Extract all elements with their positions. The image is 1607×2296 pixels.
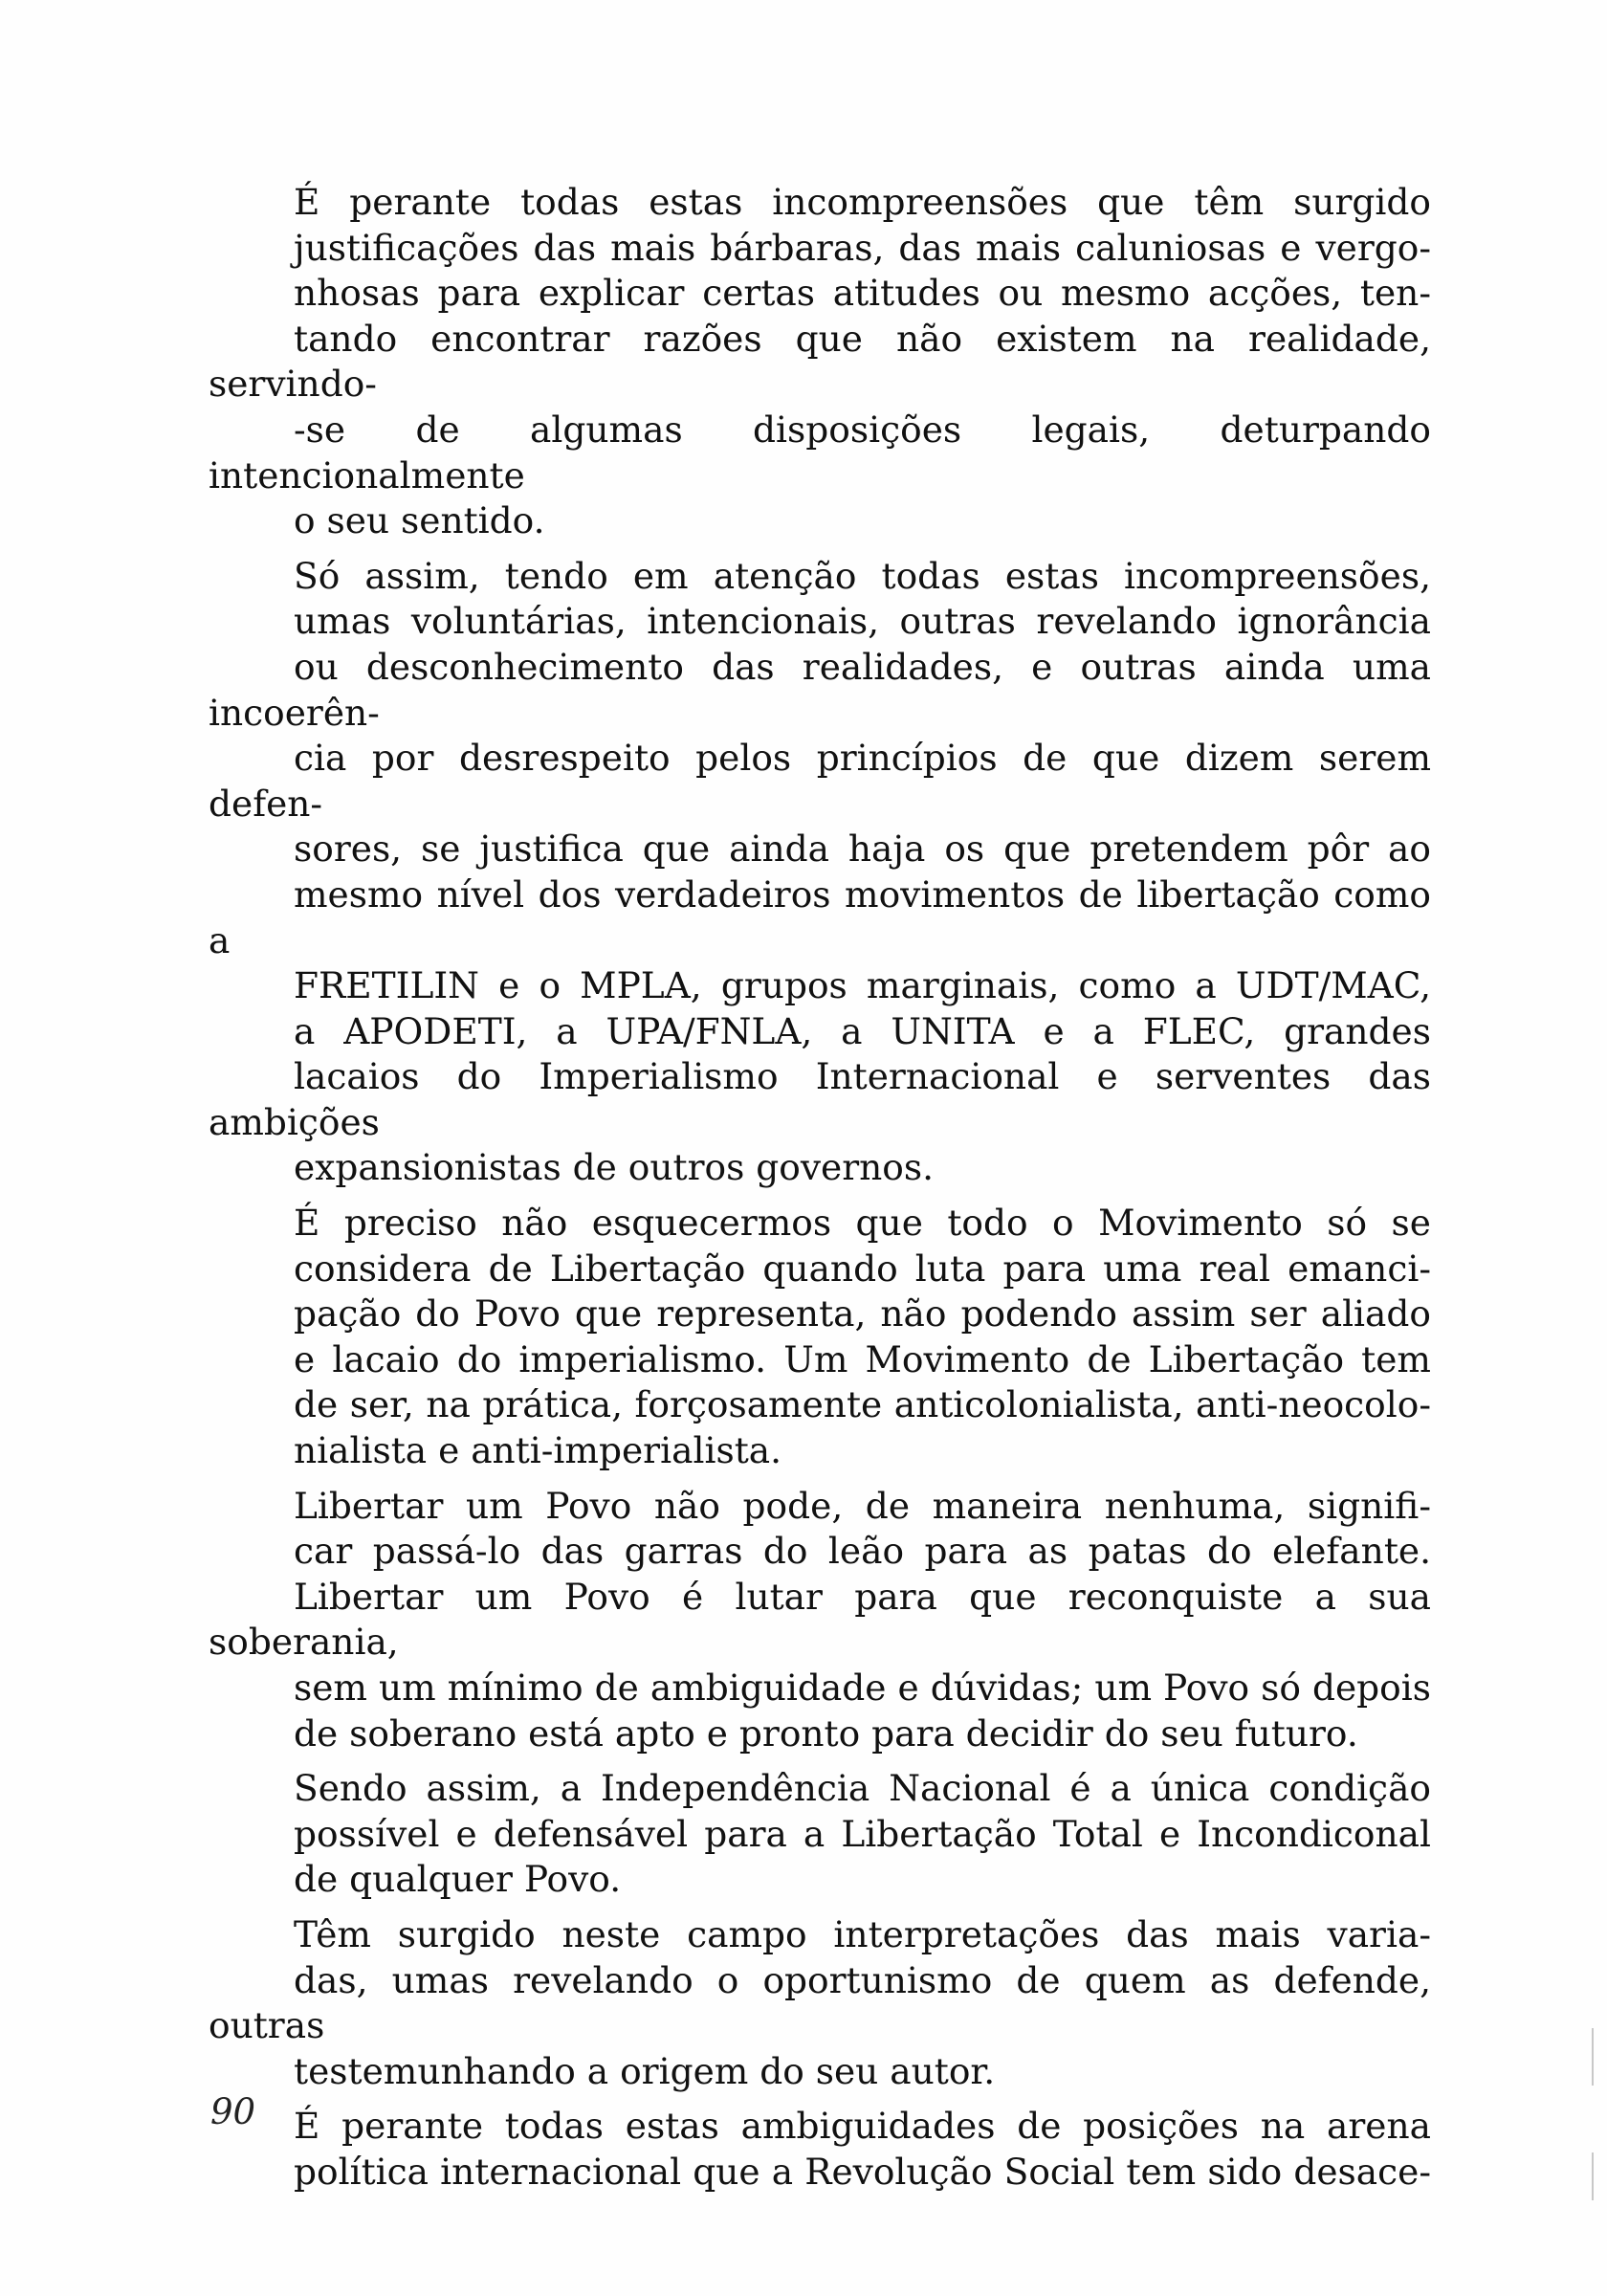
text-line: cia por desrespeito pelos princípios de que dizem serem defen- bbox=[209, 737, 1431, 825]
page-number: 90 bbox=[210, 2091, 256, 2132]
text-line: e lacaio do imperialismo. Um Movimento de Libertação tem bbox=[294, 1337, 1431, 1380]
text-line: umas voluntárias, intencionais, outras revelando ignorância bbox=[294, 600, 1431, 643]
text-line: Só assim, tendo em atenção todas estas incompreensões, bbox=[294, 554, 1431, 597]
text-line: nialista e anti-imperialista. bbox=[294, 1429, 782, 1472]
text-line: FRETILIN e o MPLA, grupos marginais, como a UDT/MAC, bbox=[294, 964, 1431, 1007]
scan-edge-mark bbox=[1592, 2152, 1594, 2200]
paragraph-5 bbox=[209, 1766, 1431, 1903]
text-line: sem um mínimo de ambiguidade e dúvidas; um Povo só depois bbox=[294, 1667, 1431, 1709]
text-line: o seu sentido. bbox=[294, 499, 545, 542]
text-line: expansionistas de outros governos. bbox=[294, 1146, 935, 1189]
text-line: justificações das mais bárbaras, das mais caluniosas e vergo- bbox=[294, 226, 1431, 269]
text-line: pação do Povo que representa, não podendo assim ser aliado bbox=[294, 1292, 1431, 1336]
paragraph-7 bbox=[209, 2104, 1431, 2195]
text-line: considera de Libertação quando luta para uma real emanci- bbox=[294, 1247, 1431, 1290]
text-line: É perante todas estas ambiguidades de posições na arena bbox=[294, 2105, 1431, 2148]
text-line: Libertar um Povo não pode, de maneira nenhuma, signifi- bbox=[294, 1484, 1431, 1527]
body-text bbox=[209, 180, 1431, 2205]
text-line: sores, se justifica que ainda haja os que pretendem pôr ao bbox=[294, 828, 1431, 871]
text-line: Sendo assim, a Independência Nacional é a única condição bbox=[294, 1767, 1431, 1810]
text-line: É perante todas estas incompreensões que têm surgido bbox=[294, 181, 1431, 223]
text-line: de ser, na prática, forçosamente anticolonialista, anti-neocolo- bbox=[294, 1383, 1431, 1426]
paragraph-6 bbox=[209, 1912, 1431, 2094]
text-line: de qualquer Povo. bbox=[294, 1858, 622, 1901]
scan-edge-mark bbox=[1592, 2028, 1594, 2086]
text-line: das, umas revelando o oportunismo de quem as defende, outras bbox=[209, 1958, 1431, 2047]
text-line: lacaios do Imperialismo Internacional e serventes das ambições bbox=[209, 1055, 1431, 1143]
paragraph-4 bbox=[209, 1484, 1431, 1757]
text-line: car passá-lo das garras do leão para as patas do elefante. bbox=[294, 1530, 1431, 1573]
text-line: possível e defensável para a Libertação Total e Incondiconal bbox=[294, 1812, 1431, 1855]
text-line: Têm surgido neste campo interpretações das mais varia- bbox=[294, 1912, 1431, 1955]
text-line: a APODETI, a UPA/FNLA, a UNITA e a FLEC, grandes bbox=[294, 1009, 1431, 1052]
text-line: ou desconhecimento das realidades, e outras ainda uma incoerên- bbox=[209, 645, 1431, 734]
text-line: Libertar um Povo é lutar para que reconquiste a sua soberania, bbox=[209, 1575, 1431, 1664]
text-line: nhosas para explicar certas atitudes ou mesmo acções, ten- bbox=[294, 272, 1431, 315]
text-line: mesmo nível dos verdadeiros movimentos de libertação como a bbox=[209, 872, 1431, 961]
text-line: É preciso não esquecermos que todo o Movimento só se bbox=[294, 1202, 1431, 1245]
text-line: testemunhando a origem do seu autor. bbox=[294, 2049, 996, 2092]
paragraph-2 bbox=[209, 554, 1431, 1191]
paragraph-3 bbox=[209, 1201, 1431, 1474]
paragraph-1 bbox=[209, 180, 1431, 544]
text-line: -se de algumas disposições legais, deturpando intencionalmente bbox=[209, 408, 1431, 497]
text-line: tando encontrar razões que não existem na realidade, servindo- bbox=[209, 317, 1431, 406]
text-line: política internacional que a Revolução Social tem sido desace- bbox=[294, 2150, 1431, 2193]
text-line: de soberano está apto e pronto para decidir do seu futuro. bbox=[294, 1711, 1358, 1755]
